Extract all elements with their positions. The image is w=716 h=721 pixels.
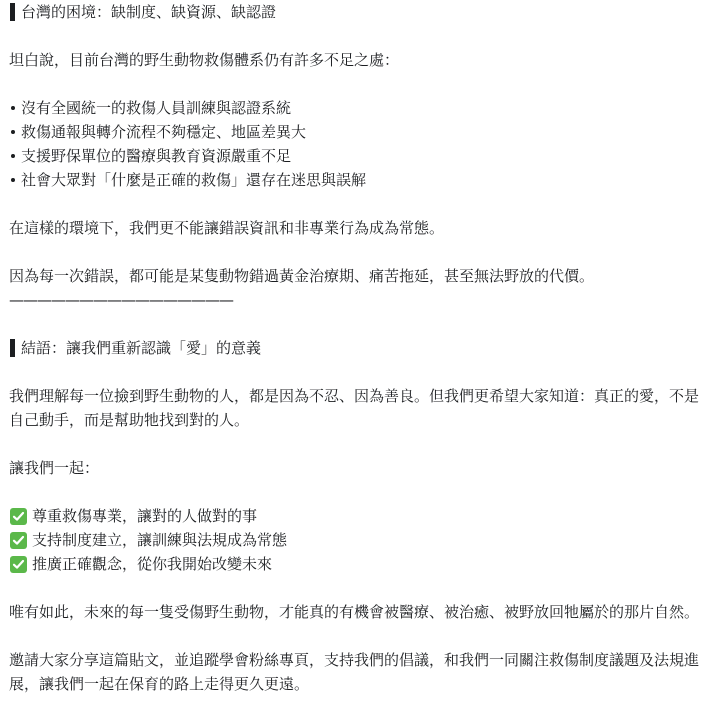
check-mark-button-icon — [10, 556, 27, 573]
section-heading-dilemma — [9, 0, 706, 24]
action-list — [9, 504, 706, 576]
understanding-paragraph: 我們理解每一位撿到野生動物的人，都是因為不忍、因為善良。但我們更希望大家知道：真正的愛，不是自己動手，而是幫助牠找到對的人。 — [9, 387, 700, 429]
list-item: 推廣正確觀念，從你我開始改變未來 — [9, 552, 706, 576]
bullet-icon — [11, 178, 15, 182]
divider-line: ———————————————— — [9, 291, 233, 309]
consequence-paragraph: 因為每一次錯誤，都可能是某隻動物錯過黃金治療期、痛苦拖延，甚至無法野放的代價。 — [9, 267, 595, 285]
list-item: 支持制度建立，讓訓練與法規成為常態 — [9, 528, 706, 552]
list-item: 社會大眾對「什麼是正確的救傷」還存在迷思與誤解 — [9, 168, 706, 192]
section-heading-conclusion — [9, 336, 706, 360]
heading-bar-icon — [10, 3, 15, 21]
list-item: 沒有全國統一的救傷人員訓練與認證系統 — [9, 96, 706, 120]
list-item: 尊重救傷專業，讓對的人做對的事 — [9, 504, 706, 528]
section-heading-text: 台灣的困境：缺制度、缺資源、缺認證 — [21, 3, 277, 21]
together-paragraph: 讓我們一起： — [9, 459, 100, 477]
share-invitation-paragraph: 邀請大家分享這篇貼文，並追蹤學會粉絲專頁，支持我們的倡議，和我們一同關注救傷制度議題及法規進展，讓我們一起在保育的路上走得更久更遠。 — [9, 651, 700, 693]
section-heading-text: 結語：讓我們重新認識「愛」的意義 — [21, 339, 262, 357]
future-paragraph: 唯有如此，未來的每一隻受傷野生動物，才能真的有機會被醫療、被治癒、被野放回牠屬於的那片自然。 — [9, 603, 700, 621]
bullet-icon — [11, 130, 15, 134]
heading-bar-icon — [10, 339, 15, 357]
bullet-icon — [11, 154, 15, 158]
check-mark-button-icon — [10, 508, 27, 525]
environment-paragraph: 在這樣的環境下，我們更不能讓錯誤資訊和非專業行為成為常態。 — [9, 219, 445, 237]
intro-paragraph: 坦白說，目前台灣的野生動物救傷體系仍有許多不足之處： — [9, 51, 400, 69]
list-item: 救傷通報與轉介流程不夠穩定、地區差異大 — [9, 120, 706, 144]
check-mark-button-icon — [10, 532, 27, 549]
bullet-icon — [11, 106, 15, 110]
list-item: 支援野保單位的醫療與教育資源嚴重不足 — [9, 144, 706, 168]
problem-list — [9, 96, 706, 192]
